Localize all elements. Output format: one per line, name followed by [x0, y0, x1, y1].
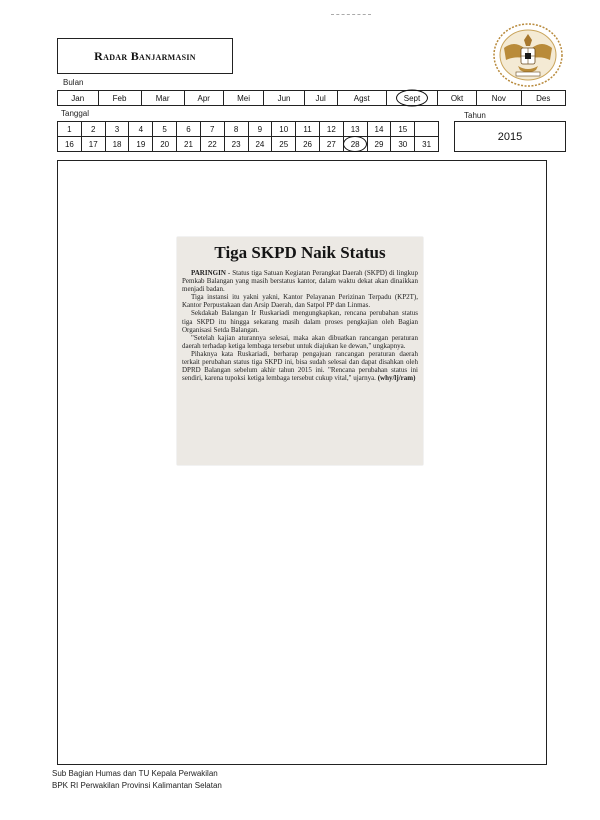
date-cell-27: 27 — [319, 137, 343, 152]
date-cell-10: 10 — [272, 122, 296, 137]
article-paragraph-1-text: - Status tiga Satuan Kegiatan Perangkat Daerah (SKPD) di lingkup Pemkab Balangan yang masih berstatus kantor, dalam waktu dekat akan dinaikkan menjadi badan. — [182, 269, 418, 294]
date-cell-20: 20 — [153, 137, 177, 152]
month-table — [57, 90, 566, 106]
date-cell-16: 16 — [58, 137, 82, 152]
date-cell-15: 15 — [391, 122, 415, 137]
date-cell-13: 13 — [343, 122, 367, 137]
month-cell-Mei: Mei — [223, 91, 263, 106]
month-cell-Jun: Jun — [264, 91, 305, 106]
newspaper-name-box — [57, 38, 233, 74]
date-cell-18: 18 — [105, 137, 129, 152]
bulan-label: Bulan — [63, 78, 84, 87]
article-paragraph-5-text: Pihaknya kata Ruskariadi, berharap pengajuan rancangan peraturan daerah terkait perubahan status tiga SKPD ini, bisa sudah selesai dan dapat disahkan oleh DPRD Balangan sebelum akhir tahun 2015 ini. "Rencana perubahan status ini sendiri, karena tupoksi ketiga lembaga tersebut cukup vital," ujarnya. — [182, 349, 418, 383]
date-cell-9: 9 — [248, 122, 272, 137]
date-cell-7: 7 — [200, 122, 224, 137]
month-cell-Sept: Sept — [387, 91, 438, 106]
date-cell-8: 8 — [224, 122, 248, 137]
article-byline: (why/lj/ram) — [377, 374, 416, 383]
news-clipping — [177, 237, 423, 465]
article-dateline: PARINGIN — [191, 269, 226, 277]
date-cell-12: 12 — [319, 122, 343, 137]
date-cell-24: 24 — [248, 137, 272, 152]
date-table — [57, 121, 439, 152]
scan-mark — [331, 14, 371, 17]
tanggal-label: Tanggal — [61, 109, 90, 118]
date-cell-29: 29 — [367, 137, 391, 152]
article-paragraph-4: "Setelah kajian aturannya selesai, maka akan dibuatkan rancangan peraturan daerah terhadap ketiga lembaga tersebut untuk diajukan ke dewan," ungkapnya. — [182, 333, 418, 350]
newspaper-name: Radar Banjarmasin — [94, 48, 196, 63]
month-cell-Feb: Feb — [98, 91, 141, 106]
date-cell-23: 23 — [224, 137, 248, 152]
date-cell-5: 5 — [153, 122, 177, 137]
year-value: 2015 — [497, 130, 523, 143]
month-cell-Jan: Jan — [58, 91, 99, 106]
date-cell-30: 30 — [391, 137, 415, 152]
month-cell-Mar: Mar — [141, 91, 184, 106]
date-cell-28: 28 — [343, 137, 367, 152]
date-cell-6: 6 — [177, 122, 201, 137]
tahun-label: Tahun — [464, 111, 486, 120]
date-cell-14: 14 — [367, 122, 391, 137]
month-cell-Agst: Agst — [337, 91, 387, 106]
date-cell-31: 31 — [415, 137, 439, 152]
date-cell-22: 22 — [200, 137, 224, 152]
date-cell-1: 1 — [58, 122, 82, 137]
date-cell-empty-15 — [415, 122, 439, 137]
date-cell-11: 11 — [296, 122, 320, 137]
month-cell-Des: Des — [521, 91, 565, 106]
date-cell-25: 25 — [272, 137, 296, 152]
footer-line-1: Sub Bagian Humas dan TU Kepala Perwakilan — [52, 769, 218, 778]
date-cell-17: 17 — [81, 137, 105, 152]
date-cell-4: 4 — [129, 122, 153, 137]
month-cell-Jul: Jul — [304, 91, 337, 106]
article-paragraph-2: Tiga instansi itu yakni yakni, Kantor Pelayanan Perizinan Terpadu (KP2T), Kantor Perpustakaan dan Arsip Daerah, dan Satpol PP dan Linmas. — [182, 293, 418, 310]
garuda-emblem-icon — [492, 22, 564, 88]
year-box — [454, 121, 566, 152]
date-cell-21: 21 — [177, 137, 201, 152]
footer-line-2: BPK RI Perwakilan Provinsi Kalimantan Selatan — [52, 781, 222, 790]
date-cell-19: 19 — [129, 137, 153, 152]
article-paragraph-5 — [182, 350, 418, 382]
month-cell-Apr: Apr — [184, 91, 223, 106]
month-cell-Nov: Nov — [477, 91, 521, 106]
date-cell-3: 3 — [105, 122, 129, 137]
date-cell-26: 26 — [296, 137, 320, 152]
date-cell-2: 2 — [81, 122, 105, 137]
article-paragraph-1 — [182, 269, 418, 293]
month-cell-Okt: Okt — [437, 91, 476, 106]
article-paragraph-3: Sekdakab Balangan Ir Ruskariadi mengungkapkan, rencana perubahan status tiga SKPD itu hingga sekarang masih dalam proses pengkajian oleh Bagian Organisasi Setda Balangan. — [182, 309, 418, 334]
article-title: Tiga SKPD Naik Status — [214, 243, 386, 262]
